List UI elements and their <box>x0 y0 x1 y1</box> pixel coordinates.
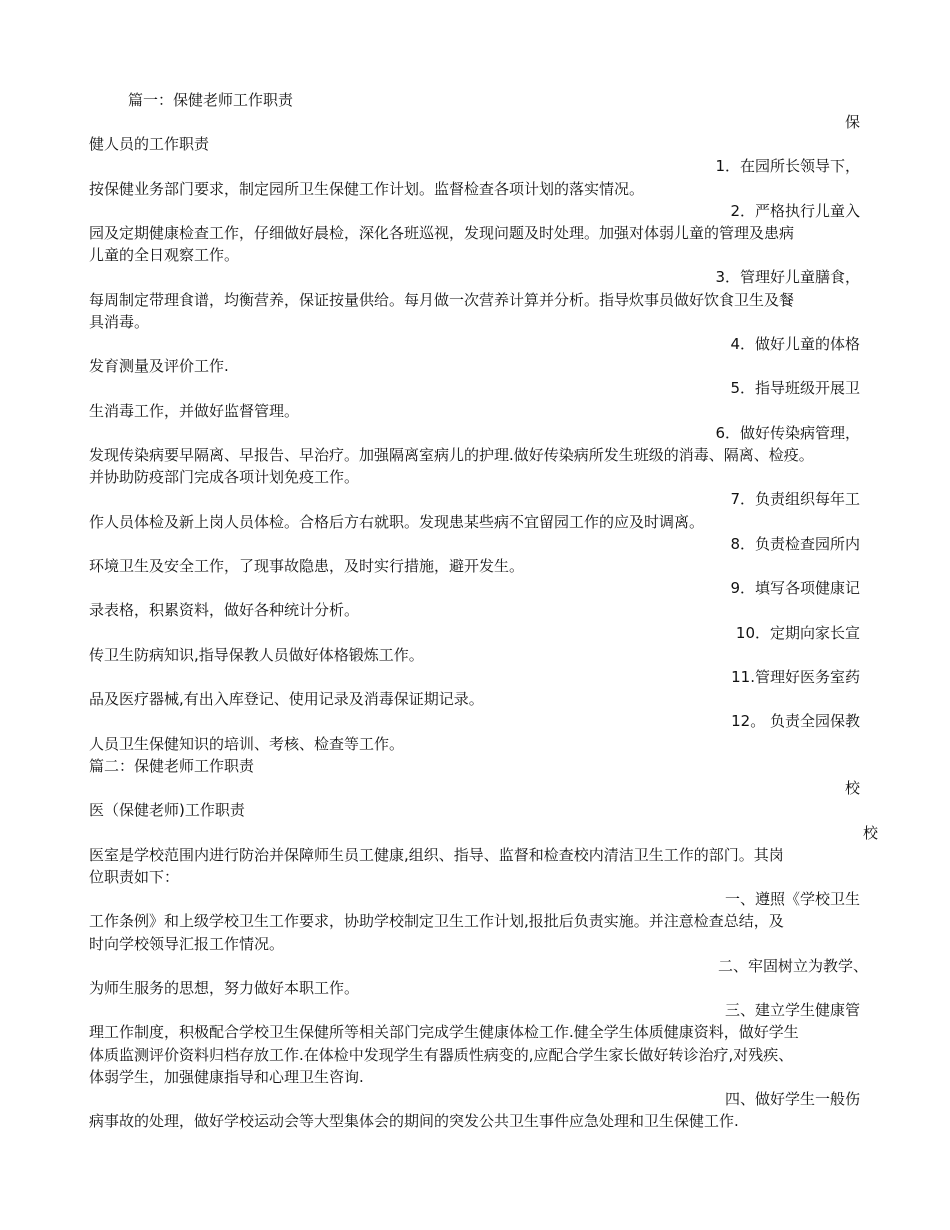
text-line: 并协助防疫部门完成各项计划免疫工作。 <box>89 468 360 486</box>
text-line: 6．做好传染病管理， <box>715 424 860 442</box>
text-line: 生消毒工作，并做好监督管理。 <box>89 402 300 420</box>
text-line: 12。 负责全园保教 <box>731 712 860 730</box>
text-line: 7．负责组织每年工 <box>730 490 860 508</box>
text-line: 时向学校领导汇报工作情况。 <box>89 935 285 953</box>
text-line: 5．指导班级开展卫 <box>730 379 860 397</box>
text-line: 体质监测评价资料归档存放工作.在体检中发现学生有器质性病变的,应配合学生家长做好转诊治疗,对残疾、 <box>89 1046 794 1064</box>
text-line: 品及医疗器械,有出入库登记、使用记录及消毒保证期记录。 <box>89 690 484 708</box>
text-line: 作人员体检及新上岗人员体检。合格后方右就职。发现患某些病不宜留园工作的应及时调离。 <box>89 513 705 531</box>
text-line: 校 <box>844 779 860 797</box>
text-line: 病事故的处理，做好学校运动会等大型集体会的期间的突发公共卫生事件应急处理和卫生保健工作. <box>89 1112 739 1130</box>
text-line: 10．定期向家长宣 <box>735 624 860 642</box>
text-line: 二、牢固树立为教学、 <box>717 957 868 975</box>
text-line: 校 <box>862 824 878 842</box>
text-line: 录表格，积累资料，做好各种统计分析。 <box>89 601 360 619</box>
text-line: 具消毒。 <box>89 313 150 331</box>
text-line: 人员卫生保健知识的培训、考核、检查等工作。 <box>89 735 405 753</box>
text-line: 保 <box>844 113 860 131</box>
text-line: 发现传染病要早隔离、早报告、早治疗。加强隔离室病儿的护理.做好传染病所发生班级的消毒、隔离、检疫。 <box>89 446 814 464</box>
text-line: 3．管理好儿童膳食， <box>715 268 860 286</box>
text-line: 每周制定带理食谱，均衡营养，保证按量供给。每月做一次营养计算并分析。指导炊事员做好饮食卫生及餐 <box>89 291 795 309</box>
text-line: 为师生服务的思想，努力做好本职工作。 <box>89 979 360 997</box>
text-line: 位职责如下： <box>89 868 180 886</box>
text-line: 8．负责检查园所内 <box>730 535 860 553</box>
section-heading-1: 篇一：保健老师工作职责 <box>128 91 294 109</box>
text-line: 4．做好儿童的体格 <box>730 335 860 353</box>
text-line: 9．填写各项健康记 <box>730 579 860 597</box>
subheading: 医（保健老师)工作职责 <box>89 801 245 819</box>
text-line: 1．在园所长领导下， <box>715 157 860 175</box>
text-line: 四、做好学生一般伤 <box>724 1090 860 1108</box>
text-line: 11.管理好医务室药 <box>731 668 860 686</box>
subheading: 健人员的工作职责 <box>89 135 210 153</box>
text-line: 儿童的全日观察工作。 <box>89 246 240 264</box>
text-line: 工作条例》和上级学校卫生工作要求，协助学校制定卫生工作计划,报批后负责实施。并注意检查总结，及 <box>89 912 784 930</box>
text-line: 2．严格执行儿童入 <box>730 202 860 220</box>
text-line: 一、遵照《学校卫生 <box>724 890 860 908</box>
text-line: 按保健业务部门要求，制定园所卫生保健工作计划。监督检查各项计划的落实情况。 <box>89 180 645 198</box>
text-line: 医室是学校范围内进行防治并保障师生员工健康,组织、指导、监督和检查校内清洁卫生工作的部门。其岗 <box>89 846 784 864</box>
text-line: 传卫生防病知识,指导保教人员做好体格锻炼工作。 <box>89 646 424 664</box>
text-line: 三、建立学生健康管 <box>724 1001 860 1019</box>
text-line: 环境卫生及安全工作，了现事故隐患，及时实行措施，避开发生。 <box>89 557 525 575</box>
section-heading-2: 篇二：保健老师工作职责 <box>89 757 255 775</box>
text-line: 理工作制度，积极配合学校卫生保健所等相关部门完成学生健康体检工作.健全学生体质健康资料，做好学生 <box>89 1023 799 1041</box>
text-line: 体弱学生，加强健康指导和心理卫生咨询. <box>89 1068 364 1086</box>
text-line: 园及定期健康检查工作，仔细做好晨检，深化各班巡视，发现问题及时处理。加强对体弱儿童的管理及患病 <box>89 224 795 242</box>
text-line: 发育测量及评价工作. <box>89 357 229 375</box>
